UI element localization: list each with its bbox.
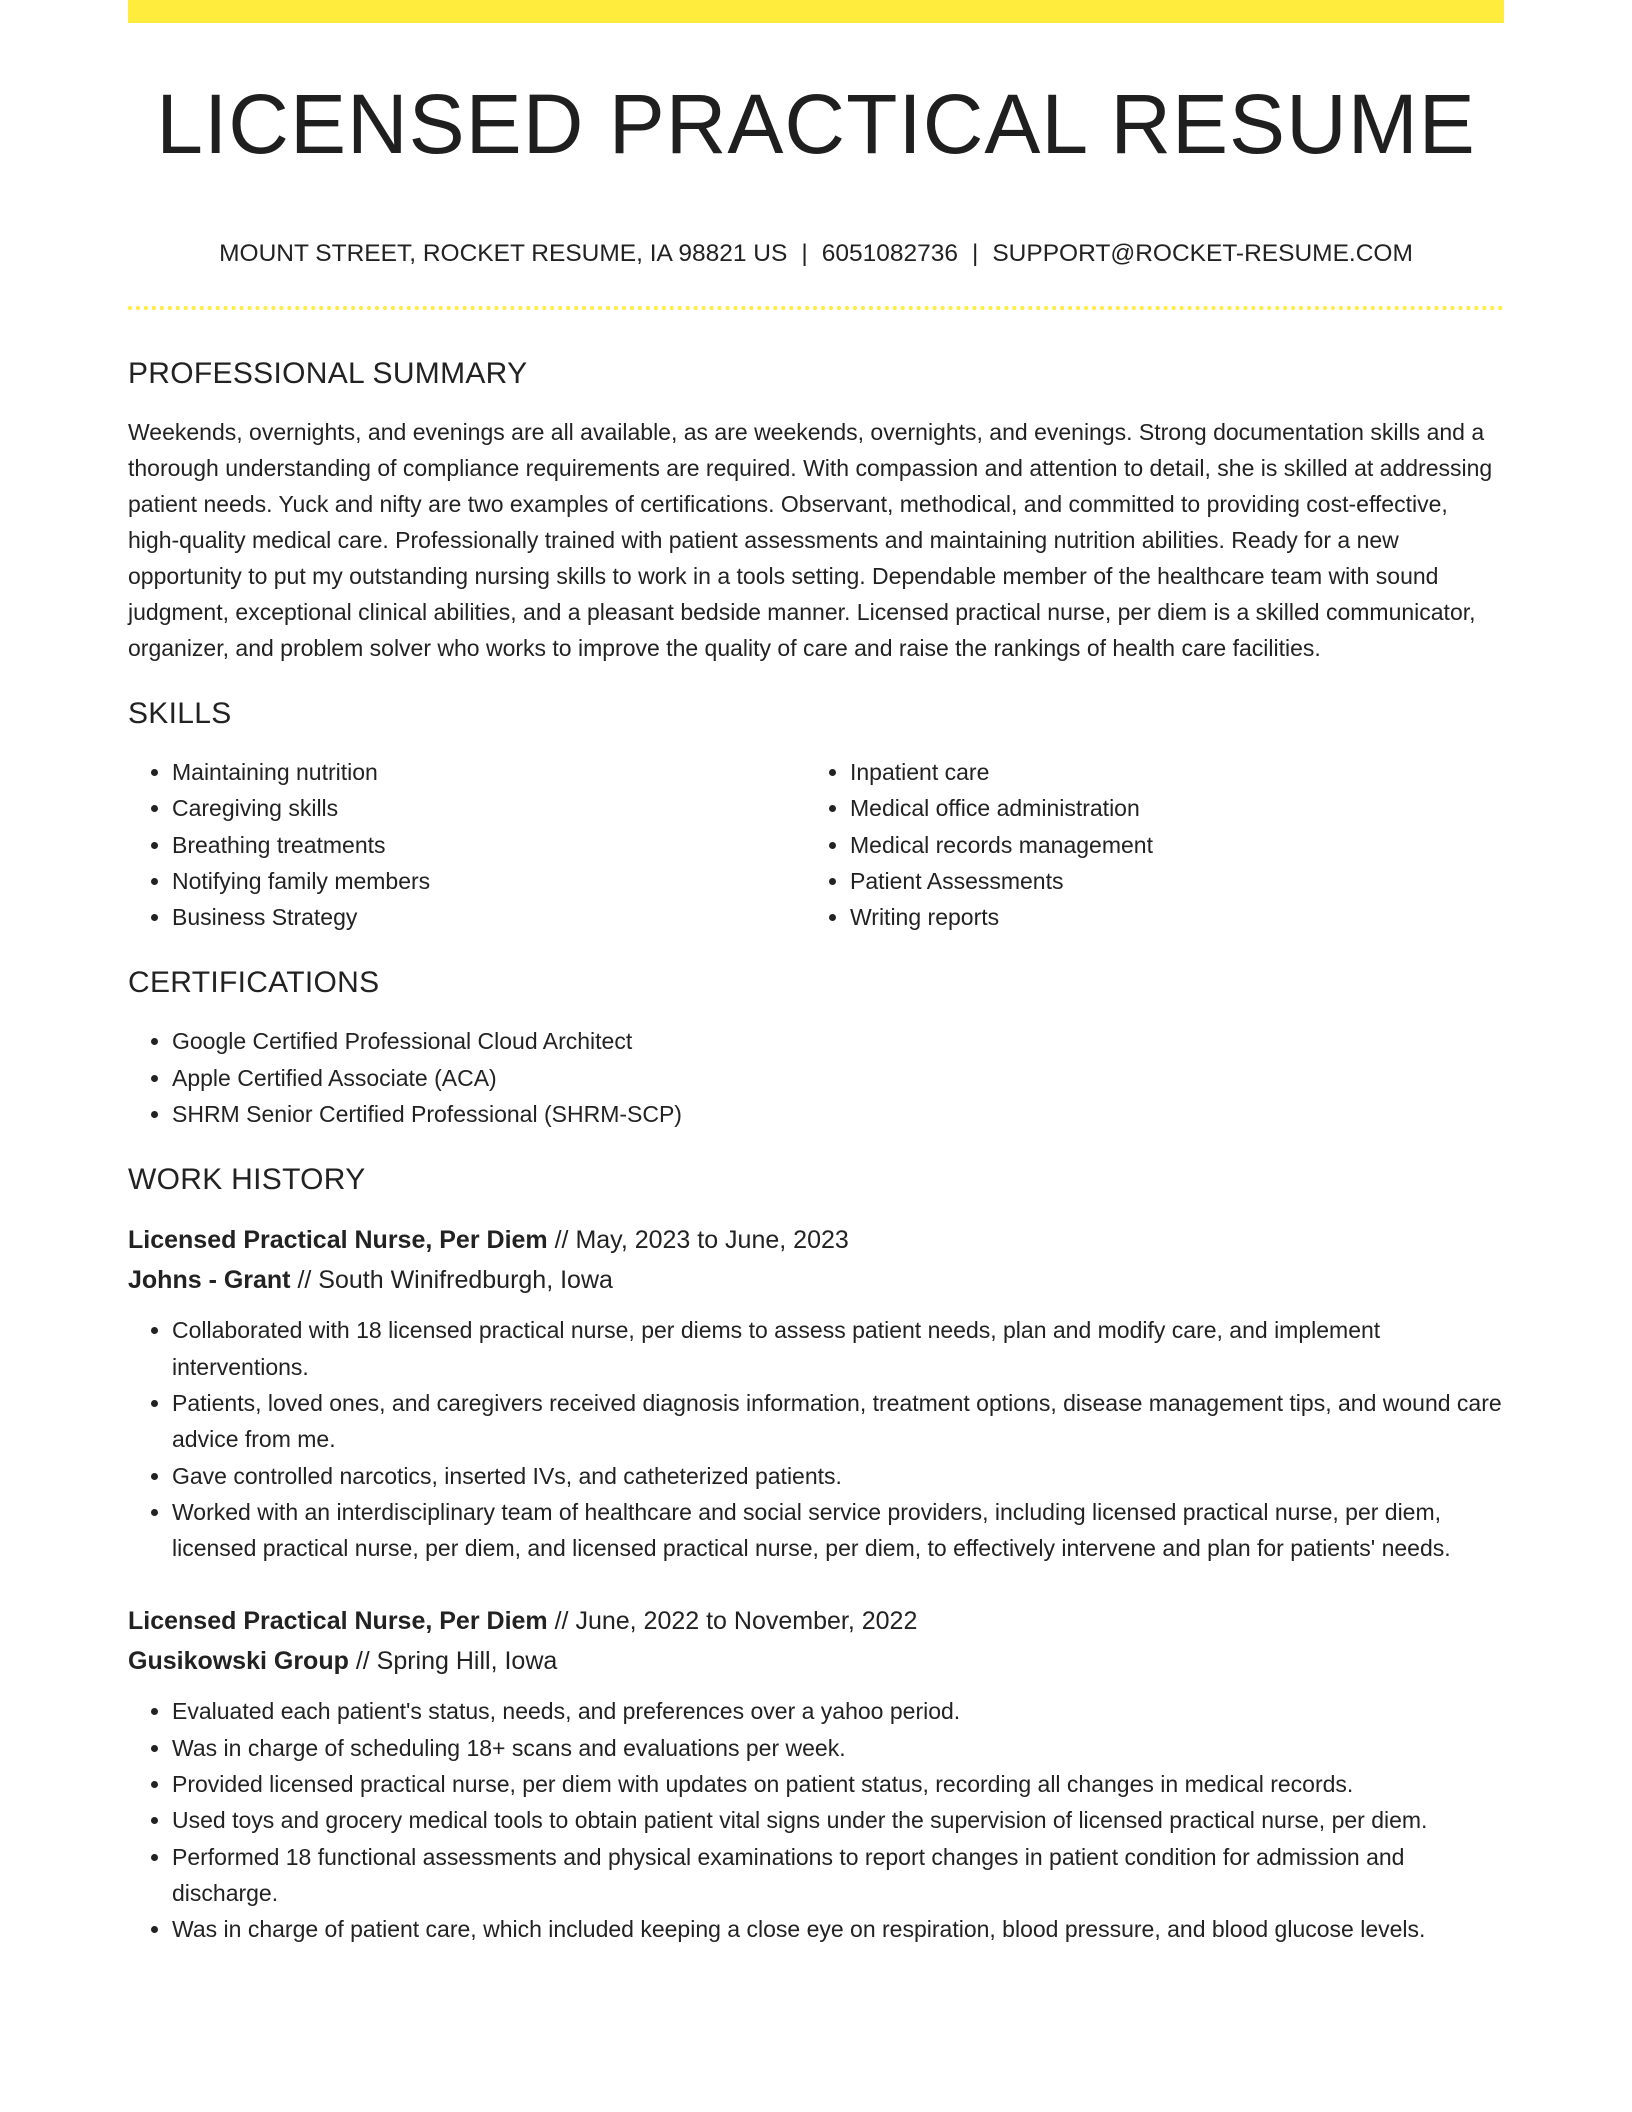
contact-phone: 6051082736	[821, 240, 958, 267]
job-bullet: • Was in charge of scheduling 18+ scans and evaluations per week.	[172, 1730, 1504, 1766]
job-company-line	[128, 1260, 1504, 1300]
summary-heading: PROFESSIONAL SUMMARY	[128, 357, 528, 390]
job-title-line	[128, 1601, 1504, 1641]
dotted-divider	[128, 306, 1504, 310]
job-company-line	[128, 1641, 1504, 1681]
job-title-line	[128, 1220, 1504, 1260]
skill-item: • Writing reports	[850, 899, 1484, 935]
skill-item: • Patient Assessments	[850, 863, 1484, 899]
skill-item: • Medical records management	[850, 827, 1484, 863]
job-location: // Spring Hill, Iowa	[348, 1647, 558, 1676]
job-role: Licensed Practical Nurse, Per Diem	[128, 1607, 548, 1636]
certification-item: • Apple Certified Associate (ACA)	[172, 1060, 1504, 1096]
job-entry	[128, 1601, 1504, 1947]
skill-item: • Caregiving skills	[172, 790, 806, 826]
job-bullet: • Patients, loved ones, and caregivers received diagnosis information, treatment options, disease management tips, and wound care advice from me.	[172, 1385, 1504, 1458]
job-bullet: • Used toys and grocery medical tools to obtain patient vital signs under the supervision of licensed practical nurse, per diem.	[172, 1802, 1504, 1838]
resume-title: LICENSED PRACTICAL RESUME	[156, 77, 1476, 171]
job-bullets	[128, 1312, 1504, 1566]
job-location: // South Winifredburgh, Iowa	[290, 1266, 613, 1295]
job-bullet: • Performed 18 functional assessments and physical examinations to report changes in patient condition for admission and discharge.	[172, 1839, 1504, 1912]
contact-line	[128, 237, 1504, 271]
job-bullets	[128, 1693, 1504, 1947]
skill-item: • Notifying family members	[172, 863, 806, 899]
job-bullet: • Collaborated with 18 licensed practical nurse, per diems to assess patient needs, plan and modify care, and implement interventions.	[172, 1312, 1504, 1385]
contact-separator: |	[801, 240, 808, 267]
certifications-list	[128, 1023, 1504, 1132]
skill-item: • Business Strategy	[172, 899, 806, 935]
job-bullet: • Evaluated each patient's status, needs, and preferences over a yahoo period.	[172, 1693, 1504, 1729]
certification-item: • SHRM Senior Certified Professional (SHRM-SCP)	[172, 1096, 1504, 1132]
work-history-heading: WORK HISTORY	[128, 1163, 366, 1197]
job-company: Johns - Grant	[128, 1266, 291, 1295]
job-bullet: • Provided licensed practical nurse, per diem with updates on patient status, recording all changes in medical records.	[172, 1766, 1504, 1802]
resume-content	[128, 352, 1504, 1948]
skills-columns	[128, 754, 1504, 935]
certification-item: • Google Certified Professional Cloud Architect	[172, 1023, 1504, 1059]
contact-separator: |	[971, 240, 979, 267]
job-bullet: • Was in charge of patient care, which included keeping a close eye on respiration, blood pressure, and blood glucose levels.	[172, 1911, 1504, 1947]
job-role: Licensed Practical Nurse, Per Diem	[128, 1226, 548, 1255]
job-bullet: • Gave controlled narcotics, inserted IVs, and catheterized patients.	[172, 1458, 1504, 1494]
skills-list-right	[806, 754, 1484, 935]
accent-top-bar	[128, 0, 1504, 23]
skills-list-left	[128, 754, 806, 935]
job-bullet: • Worked with an interdisciplinary team of healthcare and social service providers, including licensed practical nurse, per diem, licensed practical nurse, per diem, and licensed practical nurse, per diem, to effectively intervene and plan for patients' needs.	[172, 1494, 1504, 1567]
skill-item: • Medical office administration	[850, 790, 1484, 826]
contact-email: SUPPORT@ROCKET-RESUME.COM	[992, 240, 1413, 267]
skill-item: • Inpatient care	[850, 754, 1484, 790]
job-dates: // June, 2022 to November, 2022	[547, 1607, 918, 1636]
skill-item: • Maintaining nutrition	[172, 754, 806, 790]
skills-heading: SKILLS	[128, 697, 232, 730]
skill-item: • Breathing treatments	[172, 827, 806, 863]
job-company: Gusikowski Group	[128, 1647, 349, 1676]
summary-text: Weekends, overnights, and evenings are all available, as are weekends, overnights, and evenings. Strong documentation skills and a thorough understanding of compliance requirements are required. With compassion and attention to detail, she is skilled at addressing patient needs. Yuck and nifty are two examples of certifications. Observant, methodical, and committed to providing cost-effective, high-quality medical care. Professionally trained with patient assessments and maintaining nutrition abilities. Ready for a new opportunity to put my outstanding nursing skills to work in a tools setting. Dependable member of the healthcare team with sound judgment, exceptional clinical abilities, and a pleasant bedside manner. Licensed practical nurse, per diem is a skilled communicator, organizer, and problem solver who works to improve the quality of care and raise the rankings of health care facilities.	[128, 419, 1493, 661]
job-dates: // May, 2023 to June, 2023	[547, 1226, 849, 1255]
job-entry	[128, 1220, 1504, 1566]
contact-address: MOUNT STREET, ROCKET RESUME, IA 98821 US	[219, 240, 788, 267]
certifications-heading: CERTIFICATIONS	[128, 966, 380, 1000]
